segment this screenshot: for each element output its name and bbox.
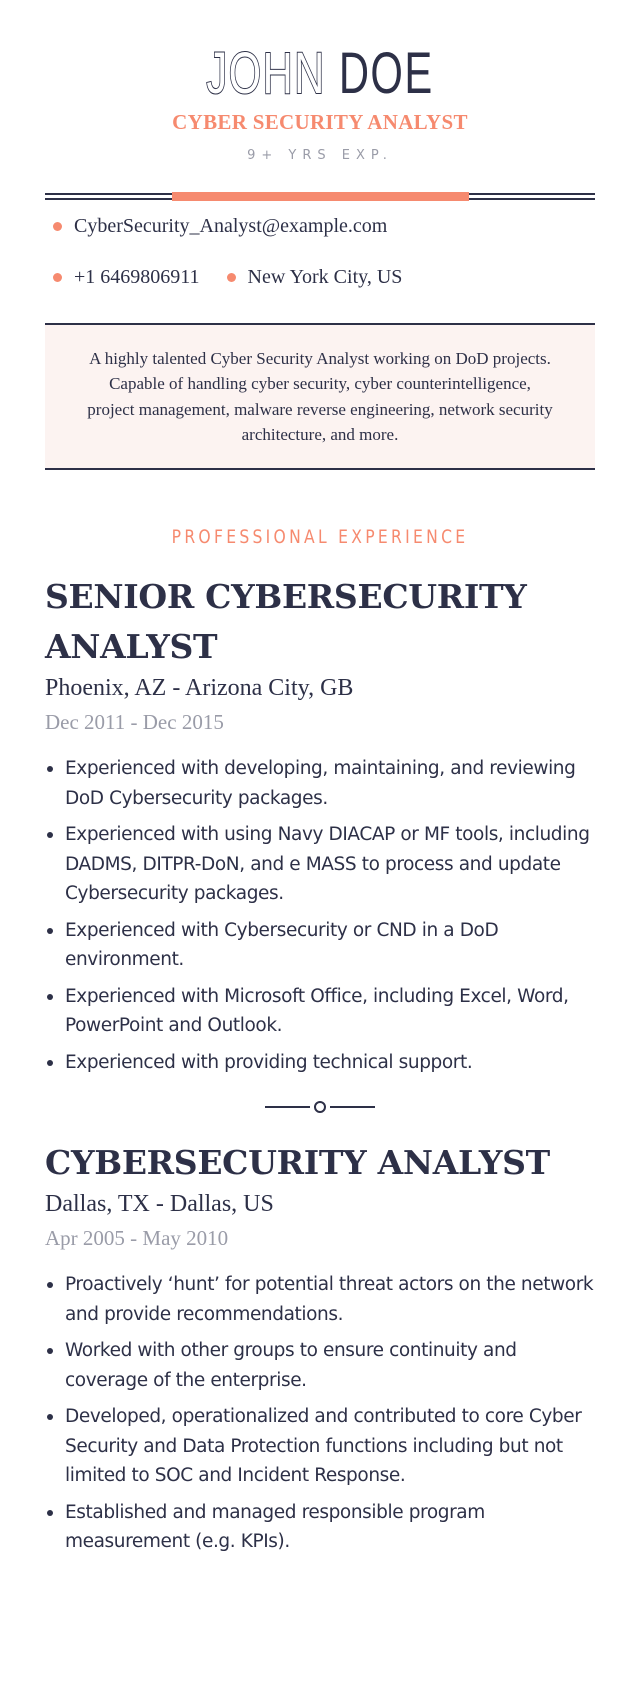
bullet-dot-icon: [53, 222, 62, 231]
header-divider: [45, 193, 595, 201]
bullet-dot-icon: [227, 273, 236, 282]
bullet-dot-icon: [53, 273, 62, 282]
separator-circle-icon: [314, 1101, 326, 1113]
bullet-text: Established and managed responsible program measurement (e.g. KPIs).: [65, 1501, 485, 1552]
contact-email: [45, 215, 387, 238]
bullet-item: [45, 916, 595, 975]
last-name: DOE: [338, 41, 434, 106]
bullet-text: Worked with other groups to ensure continuity and coverage of the enterprise.: [65, 1340, 517, 1391]
job-bullets: [45, 754, 595, 1077]
job-title: SENIOR CYBERSECURITY ANALYST: [45, 577, 527, 666]
job-separator: [265, 1101, 375, 1113]
bullet-item: [45, 1498, 595, 1557]
job-location: Phoenix, AZ - Arizona City, GB: [45, 675, 354, 701]
bullet-text: Proactively ‘hunt’ for potential threat actors on the network and provide recommendations.: [65, 1274, 594, 1325]
bullet-text: Experienced with Microsoft Office, including Excel, Word, PowerPoint and Outlook.: [65, 985, 569, 1036]
job-bullets: [45, 1270, 595, 1557]
bullet-dot-icon: [47, 994, 53, 1000]
bullet-dot-icon: [47, 1414, 53, 1420]
phone-text: +1 6469806911: [74, 266, 200, 288]
contact-row-phone-location: [45, 265, 416, 289]
bullet-item: [45, 1048, 595, 1078]
bullet-text: Experienced with Cybersecurity or CND in a DoD environment.: [65, 919, 499, 970]
summary-text: A highly talented Cyber Security Analyst working on DoD projects. Capable of handling cyber security, cyber counterintelligence, project management, malware reverse engineering, network security architecture, and more.: [87, 348, 553, 444]
bullet-text: Experienced with developing, maintaining, and reviewing DoD Cybersecurity packages.: [65, 758, 576, 809]
contact-location: [219, 266, 403, 289]
location-text: New York City, US: [247, 266, 403, 288]
contact-phone: [45, 266, 200, 289]
bullet-dot-icon: [47, 1348, 53, 1354]
email-text: CyberSecurity_Analyst@example.com: [74, 215, 388, 237]
candidate-name: [122, 42, 518, 106]
job-title-heading: CYBER SECURITY ANALYST: [172, 110, 468, 134]
bullet-dot-icon: [47, 832, 53, 838]
divider-accent-bar: [172, 192, 469, 201]
bullet-text: Experienced with providing technical support.: [65, 1051, 473, 1073]
bullet-item: [45, 1270, 595, 1329]
bullet-item: [45, 982, 595, 1041]
bullet-dot-icon: [47, 1282, 53, 1288]
contact-row-email: [45, 214, 401, 238]
job-location: Dallas, TX - Dallas, US: [45, 1191, 274, 1217]
bullet-item: [45, 754, 595, 813]
first-name: JOHN: [206, 41, 326, 106]
bullet-dot-icon: [47, 928, 53, 934]
job-entry: [45, 1138, 595, 1564]
bullet-dot-icon: [47, 1060, 53, 1066]
job-dates: Apr 2005 - May 2010: [45, 1226, 229, 1250]
bullet-item: [45, 1402, 595, 1491]
summary-box: [45, 323, 595, 470]
job-dates: Dec 2011 - Dec 2015: [45, 710, 224, 734]
separator-line-left: [265, 1106, 310, 1108]
bullet-text: Experienced with using Navy DIACAP or MF tools, including DADMS, DITPR-DoN, and e MASS to process and update Cybersecurity packages.: [65, 824, 590, 904]
bullet-text: Developed, operationalized and contributed to core Cyber Security and Data Protection functions including but not limited to SOC and Incident Response.: [65, 1406, 582, 1486]
section-title-experience: PROFESSIONAL EXPERIENCE: [171, 526, 469, 548]
bullet-dot-icon: [47, 766, 53, 772]
separator-line-right: [330, 1106, 375, 1108]
bullet-item: [45, 820, 595, 909]
bullet-item: [45, 1336, 595, 1395]
experience-years: 9+ YRS EXP.: [247, 148, 393, 163]
job-title: CYBERSECURITY ANALYST: [45, 1143, 550, 1182]
job-entry: [45, 572, 595, 1084]
bullet-dot-icon: [47, 1510, 53, 1516]
